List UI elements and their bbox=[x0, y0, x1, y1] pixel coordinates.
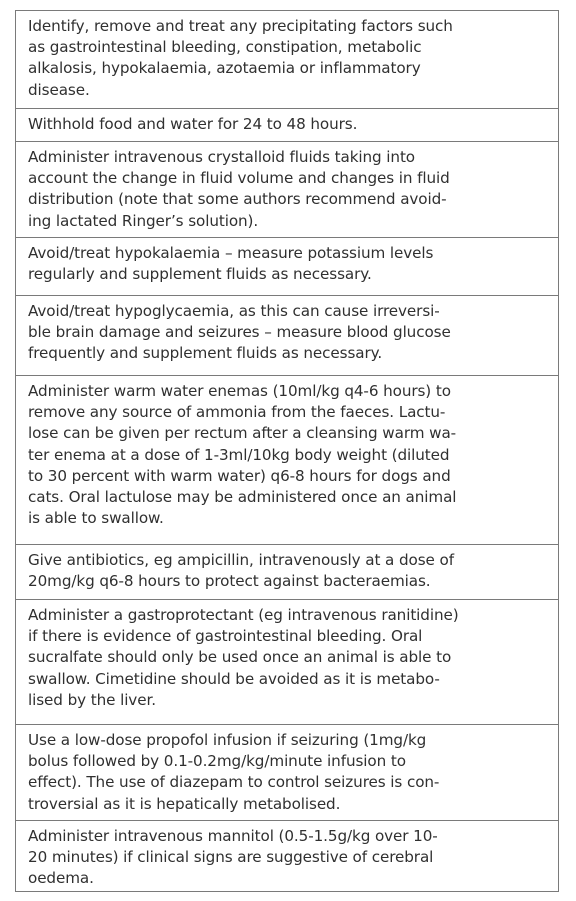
table-row bbox=[16, 545, 558, 600]
row-text: Avoid/treat hypoglycaemia, as this can cause irreversi- ble brain damage and seizures – measure blood glucose frequently and supplement fluids as necessary. bbox=[28, 302, 451, 363]
table-row bbox=[16, 600, 558, 725]
row-text: Withhold food and water for 24 to 48 hours. bbox=[28, 115, 358, 133]
table-row bbox=[16, 821, 558, 891]
table-row bbox=[16, 296, 558, 376]
table-row bbox=[16, 11, 558, 109]
table-row bbox=[16, 376, 558, 545]
row-text: Give antibiotics, eg ampicillin, intravenously at a dose of 20mg/kg q6-8 hours to protect against bacteraemias. bbox=[28, 551, 454, 591]
row-text: Administer intravenous crystalloid fluids taking into account the change in fluid volume and changes in fluid distribution (note that some authors recommend avoid- ing lactated Ringer’s solution). bbox=[28, 148, 450, 230]
row-text: Avoid/treat hypokalaemia – measure potassium levels regularly and supplement fluids as necessary. bbox=[28, 244, 434, 284]
row-text: Identify, remove and treat any precipitating factors such as gastrointestinal bleeding, constipation, metabolic alkalosis, hypokalaemia, azotaemia or inflammatory disease. bbox=[28, 17, 453, 99]
row-text: Administer intravenous mannitol (0.5-1.5g/kg over 10- 20 minutes) if clinical signs are suggestive of cerebral oedema. bbox=[28, 827, 438, 888]
table-row bbox=[16, 725, 558, 821]
row-text: Use a low-dose propofol infusion if seizuring (1mg/kg bolus followed by 0.1-0.2mg/kg/minute infusion to effect). The use of diazepam to control seizures is con- troversial as it is hepatically metabolised. bbox=[28, 731, 440, 813]
row-text: Administer warm water enemas (10ml/kg q4-6 hours) to remove any source of ammonia from the faeces. Lactu- lose can be given per rectum after a cleansing warm wa- ter enema at a dose of 1-3ml/10kg body weight (diluted to 30 percent with warm water) q6-8 hours for dogs and cats. Oral lactulose may be administered once an animal is able to swallow. bbox=[28, 382, 457, 528]
treatment-table bbox=[15, 10, 559, 892]
row-text: Administer a gastroprotectant (eg intravenous ranitidine) if there is evidence of gastrointestinal bleeding. Oral sucralfate should only be used once an animal is able to swallow. Cimetidine should be avoided as it is metabo- lised by the liver. bbox=[28, 606, 459, 709]
table-row bbox=[16, 142, 558, 238]
table-row bbox=[16, 109, 558, 142]
table-row bbox=[16, 238, 558, 296]
